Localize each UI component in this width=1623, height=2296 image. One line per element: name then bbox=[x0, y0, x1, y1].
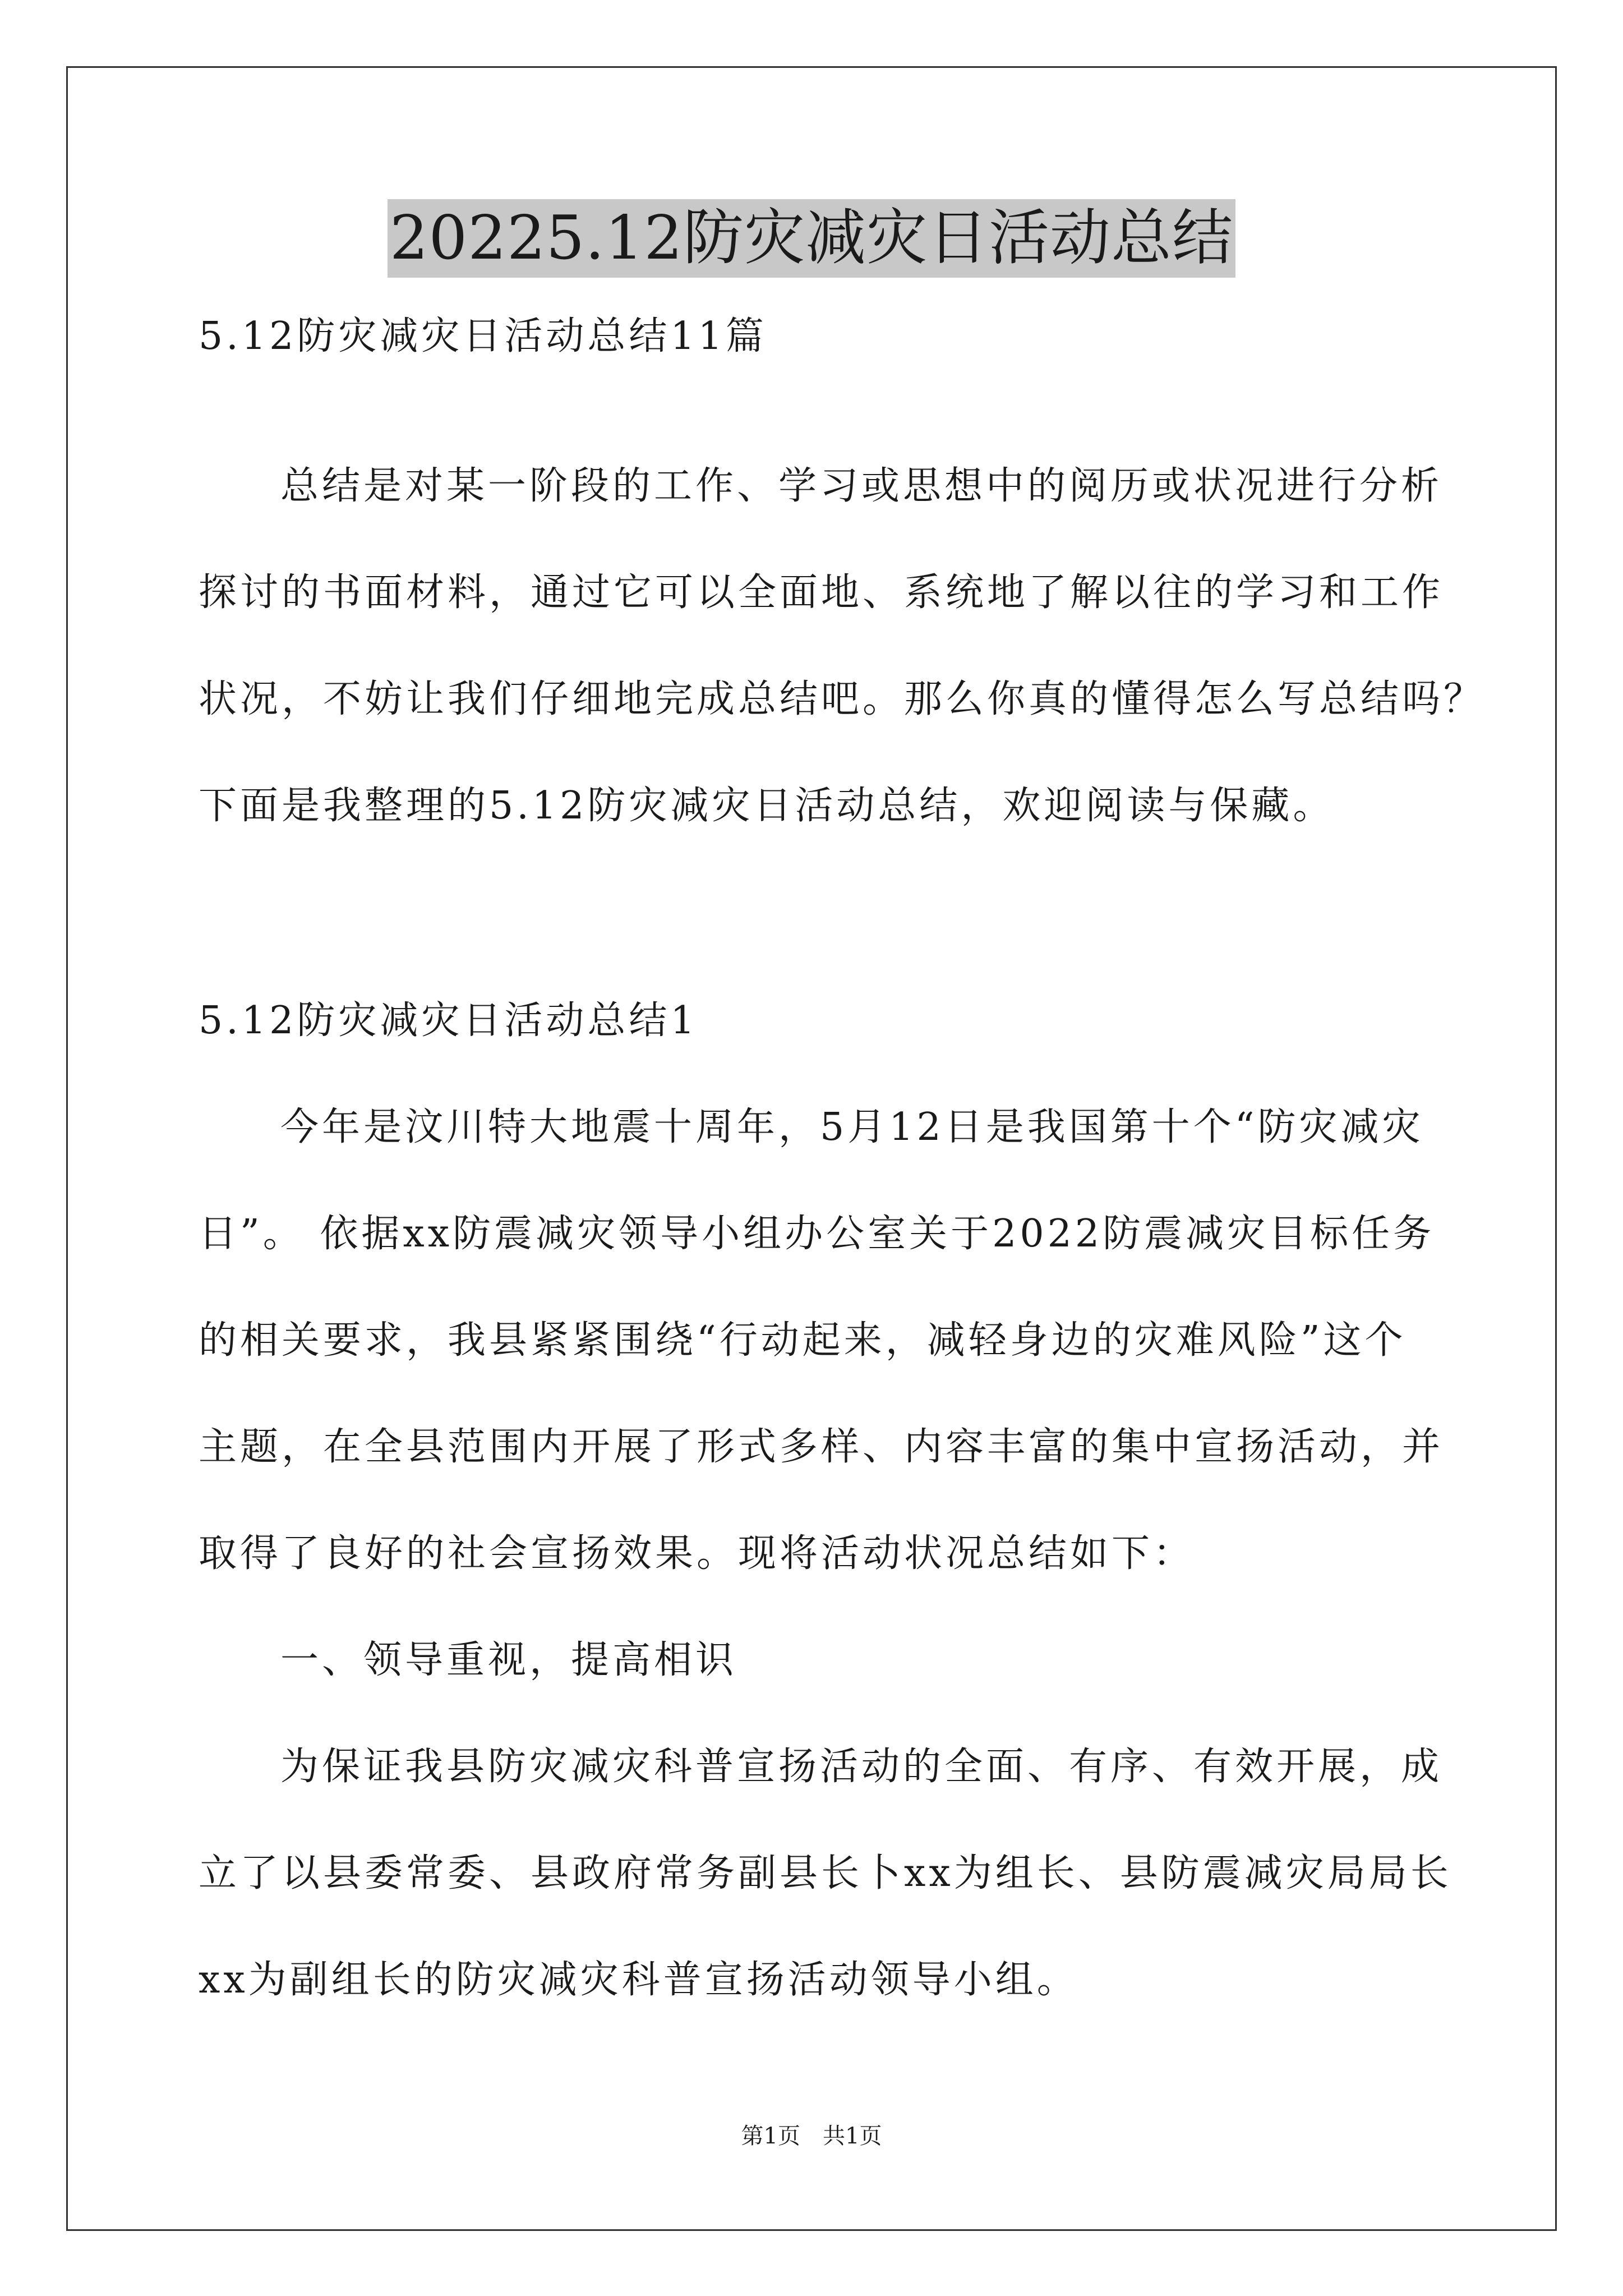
body-line-4: 主题，在全县范围内开展了形式多样、内容丰富的集中宣扬活动，并 bbox=[199, 1425, 1444, 1469]
title-wrap bbox=[0, 199, 1623, 278]
intro-line-4: 下面是我整理的5.12防灾减灾日活动总结，欢迎阅读与保藏。 bbox=[199, 784, 1335, 828]
page-number: 第1页 bbox=[741, 2123, 800, 2149]
point-line-1: 为保证我县防灾减灾科普宣扬活动的全面、有序、有效开展，成 bbox=[280, 1745, 1443, 1789]
point-heading: 一、领导重视，提高相识 bbox=[280, 1638, 737, 1682]
page-footer bbox=[0, 2120, 1623, 2152]
intro-line-2: 探讨的书面材料，通过它可以全面地、系统地了解以往的学习和工作 bbox=[199, 570, 1444, 615]
body-line-1: 今年是汶川特大地震十周年，5月12日是我国第十个“防灾减灾 bbox=[280, 1105, 1424, 1149]
page-total: 共1页 bbox=[823, 2123, 882, 2149]
body-line-5: 取得了良好的社会宣扬效果。现将活动状况总结如下： bbox=[199, 1531, 1195, 1576]
intro-line-1: 总结是对某一阶段的工作、学习或思想中的阅历或状况进行分析 bbox=[280, 464, 1443, 508]
body-line-3: 的相关要求，我县紧紧围绕“行动起来，减轻身边的灾难风险”这个 bbox=[199, 1318, 1407, 1363]
body-line-2: 日”。 依据xx防震减灾领导小组办公室关于2022防震减灾目标任务 bbox=[199, 1212, 1435, 1256]
intro-line-3: 状况，不妨让我们仔细地完成总结吧。那么你真的懂得怎么写总结吗？ bbox=[199, 677, 1486, 721]
section-heading: 5.12防灾减灾日活动总结1 bbox=[199, 999, 698, 1043]
document-title: 20225.12防灾减灾日活动总结 bbox=[388, 199, 1235, 278]
point-line-3: xx为副组长的防灾减灾科普宣扬活动领导小组。 bbox=[199, 1958, 1078, 2002]
document-subtitle: 5.12防灾减灾日活动总结11篇 bbox=[199, 314, 767, 358]
point-line-2: 立了以县委常委、县政府常务副县长卜xx为组长、县防震减灾局局长 bbox=[199, 1851, 1452, 1895]
